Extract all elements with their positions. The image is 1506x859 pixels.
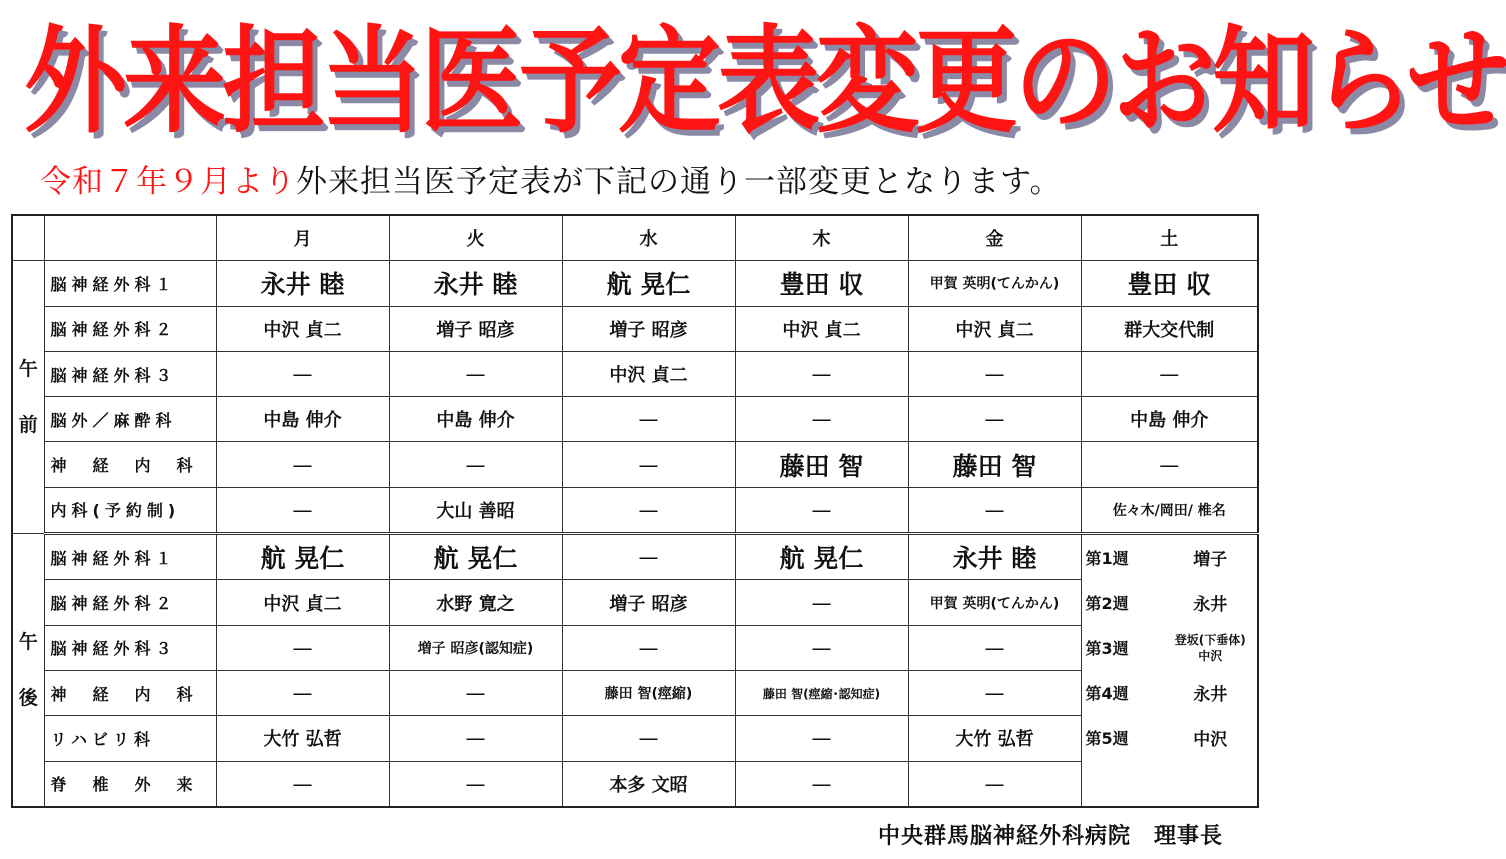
- doctor-cell: —: [908, 397, 1081, 442]
- week-doctor-name: 中沢: [1193, 730, 1228, 751]
- department-label: 脳神経外科３: [44, 625, 216, 670]
- afternoon-row: [12, 761, 1258, 807]
- doctor-cell: —: [562, 397, 735, 442]
- schedule-table: [11, 214, 1259, 808]
- page-title: 外来担当医予定表変更のお知らせ: [24, 14, 1506, 150]
- department-label: 神 経 内 科: [44, 671, 216, 716]
- week-doctor-name: 登坂(下垂体): [1174, 632, 1246, 647]
- day-header: 月: [216, 215, 389, 261]
- saturday-week-item: [1082, 670, 1258, 715]
- day-header: 木: [735, 215, 908, 261]
- department-label: 脳神経外科２: [44, 580, 216, 625]
- week-doctor-name: 永井: [1193, 685, 1228, 706]
- doctor-cell: —: [216, 487, 389, 533]
- afternoon-row: [12, 534, 1258, 580]
- doctor-cell: 永井 睦: [908, 534, 1081, 580]
- doctor-cell: 中沢 貞二: [216, 580, 389, 625]
- doctor-cell: 航 晃仁: [216, 534, 389, 580]
- doctor-cell: —: [216, 671, 389, 716]
- week-label: 第2週: [1085, 594, 1129, 614]
- week-label: 第4週: [1085, 684, 1129, 704]
- doctor-cell: —: [216, 625, 389, 670]
- doctor-cell: 増子 昭彦: [562, 580, 735, 625]
- doctor-cell: 藤田 智: [735, 442, 908, 487]
- doctor-cell: 甲賀 英明(てんかん): [908, 580, 1081, 625]
- header-row: [12, 215, 1258, 261]
- doctor-cell: —: [562, 534, 735, 580]
- morning-label: [12, 261, 44, 534]
- doctor-cell: 中沢 貞二: [216, 306, 389, 351]
- doctor-cell: 豊田 収: [735, 261, 908, 306]
- effective-date: 令和７年９月より: [40, 164, 296, 200]
- morning-row: [12, 397, 1258, 442]
- department-label: 脳神経外科１: [44, 261, 216, 306]
- department-label: 神 経 内 科: [44, 442, 216, 487]
- department-label: 内科(予約制): [44, 487, 216, 533]
- doctor-cell: —: [735, 716, 908, 761]
- saturday-week-item: [1082, 625, 1258, 670]
- saturday-afternoon-weeks: [1081, 534, 1258, 807]
- doctor-cell: 甲賀 英明(てんかん): [908, 261, 1081, 306]
- morning-row: [12, 306, 1258, 351]
- doctor-cell: —: [216, 351, 389, 396]
- department-label: 脳外／麻酔科: [44, 397, 216, 442]
- day-header: 土: [1081, 215, 1258, 261]
- doctor-cell: —: [735, 351, 908, 396]
- saturday-week-list: [1082, 535, 1258, 760]
- doctor-cell: —: [1081, 442, 1258, 487]
- department-label: 脳神経外科３: [44, 351, 216, 396]
- afternoon-label-bottom: 後: [18, 687, 38, 710]
- doctor-cell: —: [216, 761, 389, 807]
- saturday-week-item: [1082, 580, 1258, 625]
- doctor-cell: 大竹 弘哲: [908, 716, 1081, 761]
- doctor-cell: 永井 睦: [389, 261, 562, 306]
- doctor-cell: —: [389, 761, 562, 807]
- doctor-cell: —: [216, 442, 389, 487]
- afternoon-label-top: 午: [18, 631, 38, 654]
- doctor-cell: —: [389, 671, 562, 716]
- morning-row: [12, 351, 1258, 396]
- doctor-cell: 本多 文昭: [562, 761, 735, 807]
- doctor-cell: —: [908, 487, 1081, 533]
- week-doctor-name: 増子: [1193, 550, 1228, 571]
- week-doctor-name-second: 中沢: [1198, 648, 1223, 663]
- doctor-cell: —: [908, 761, 1081, 807]
- doctor-cell: 豊田 収: [1081, 261, 1258, 306]
- dept-header-cell: [44, 215, 216, 261]
- doctor-cell: —: [908, 625, 1081, 670]
- doctor-cell: 増子 昭彦: [562, 306, 735, 351]
- week-doctor: [1164, 725, 1258, 750]
- morning-row: [12, 261, 1258, 306]
- doctor-cell: —: [735, 487, 908, 533]
- corner-cell: [12, 215, 44, 261]
- week-doctor: [1164, 680, 1258, 705]
- notice-text: 外来担当医予定表が下記の通り一部変更となります。: [296, 164, 1062, 200]
- doctor-cell: 航 晃仁: [735, 534, 908, 580]
- afternoon-row: [12, 716, 1258, 761]
- week-doctor: [1164, 545, 1258, 570]
- department-label: 脳神経外科１: [44, 534, 216, 580]
- doctor-cell: 中島 伸介: [216, 397, 389, 442]
- doctor-cell: 大山 善昭: [389, 487, 562, 533]
- department-label: リハビリ科: [44, 716, 216, 761]
- morning-label-bottom: 前: [18, 414, 38, 437]
- doctor-cell: 中沢 貞二: [908, 306, 1081, 351]
- week-doctor: [1164, 632, 1258, 664]
- doctor-cell: 藤田 智(痙縮･認知症): [735, 671, 908, 716]
- doctor-cell: 永井 睦: [216, 261, 389, 306]
- afternoon-row: [12, 671, 1258, 716]
- doctor-cell: 水野 寛之: [389, 580, 562, 625]
- doctor-cell: —: [735, 580, 908, 625]
- day-header: 火: [389, 215, 562, 261]
- morning-label-top: 午: [18, 358, 38, 381]
- doctor-cell: 中島 伸介: [1081, 397, 1258, 442]
- doctor-cell: —: [1081, 351, 1258, 396]
- afternoon-label: [12, 534, 44, 807]
- doctor-cell: 増子 昭彦(認知症): [389, 625, 562, 670]
- doctor-cell: —: [735, 625, 908, 670]
- morning-row: [12, 487, 1258, 533]
- department-label: 脊 椎 外 来: [44, 761, 216, 807]
- week-label: 第1週: [1085, 549, 1129, 569]
- afternoon-row: [12, 580, 1258, 625]
- doctor-cell: 群大交代制: [1081, 306, 1258, 351]
- doctor-cell: —: [908, 351, 1081, 396]
- doctor-cell: 航 晃仁: [562, 261, 735, 306]
- doctor-cell: —: [562, 442, 735, 487]
- doctor-cell: —: [562, 487, 735, 533]
- footer-signature: 中央群馬脳神経外科病院 理事長: [877, 824, 1223, 849]
- doctor-cell: 佐々木/岡田/ 椎名: [1081, 487, 1258, 533]
- doctor-cell: 大竹 弘哲: [216, 716, 389, 761]
- department-label: 脳神経外科２: [44, 306, 216, 351]
- morning-row: [12, 442, 1258, 487]
- doctor-cell: —: [562, 625, 735, 670]
- doctor-cell: 航 晃仁: [389, 534, 562, 580]
- week-doctor-name: 永井: [1193, 595, 1228, 616]
- saturday-week-item: [1082, 715, 1258, 760]
- doctor-cell: —: [735, 761, 908, 807]
- afternoon-row: [12, 625, 1258, 670]
- doctor-cell: —: [562, 716, 735, 761]
- doctor-cell: 中沢 貞二: [735, 306, 908, 351]
- doctor-cell: 中島 伸介: [389, 397, 562, 442]
- doctor-cell: —: [389, 442, 562, 487]
- day-header: 水: [562, 215, 735, 261]
- doctor-cell: 藤田 智(痙縮): [562, 671, 735, 716]
- day-header: 金: [908, 215, 1081, 261]
- notice-subtitle: [40, 160, 1240, 204]
- doctor-cell: 藤田 智: [908, 442, 1081, 487]
- doctor-cell: 中沢 貞二: [562, 351, 735, 396]
- week-doctor: [1164, 590, 1258, 615]
- doctor-cell: —: [908, 671, 1081, 716]
- doctor-cell: —: [389, 716, 562, 761]
- doctor-cell: 増子 昭彦: [389, 306, 562, 351]
- doctor-cell: —: [389, 351, 562, 396]
- week-label: 第5週: [1085, 729, 1129, 749]
- week-label: 第3週: [1085, 639, 1129, 659]
- saturday-week-item: [1082, 535, 1258, 580]
- doctor-cell: —: [735, 397, 908, 442]
